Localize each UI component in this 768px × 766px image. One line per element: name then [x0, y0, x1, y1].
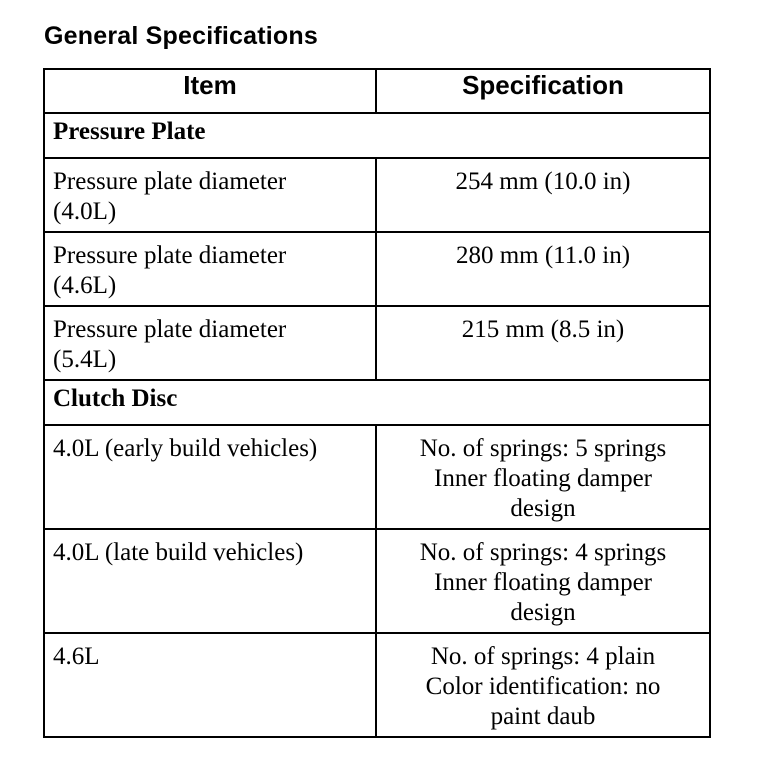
section-title: Clutch Disc	[44, 380, 710, 425]
section-row-clutch-disc	[44, 380, 710, 425]
section-row-pressure-plate	[44, 113, 710, 158]
section-title: Pressure Plate	[44, 113, 710, 158]
spec-cell: No. of springs: 5 springs Inner floating damper design	[376, 425, 710, 529]
specifications-table	[43, 68, 711, 738]
item-cell: 4.0L (early build vehicles)	[44, 425, 376, 529]
table-row	[44, 633, 710, 737]
item-cell: Pressure plate diameter (4.6L)	[44, 232, 376, 306]
table-row	[44, 158, 710, 232]
spec-cell: No. of springs: 4 plain Color identification: no paint daub	[376, 633, 710, 737]
column-header-specification: Specification	[376, 69, 710, 113]
spec-cell: No. of springs: 4 springs Inner floating damper design	[376, 529, 710, 633]
table-row	[44, 306, 710, 380]
table-row	[44, 232, 710, 306]
table-row	[44, 529, 710, 633]
page-title: General Specifications	[44, 22, 318, 50]
item-cell: Pressure plate diameter (5.4L)	[44, 306, 376, 380]
spec-cell: 254 mm (10.0 in)	[376, 158, 710, 232]
item-cell: 4.0L (late build vehicles)	[44, 529, 376, 633]
item-cell: 4.6L	[44, 633, 376, 737]
table-header-row	[44, 69, 710, 113]
spec-cell: 215 mm (8.5 in)	[376, 306, 710, 380]
column-header-item: Item	[44, 69, 376, 113]
item-cell: Pressure plate diameter (4.0L)	[44, 158, 376, 232]
table-row	[44, 425, 710, 529]
spec-cell: 280 mm (11.0 in)	[376, 232, 710, 306]
